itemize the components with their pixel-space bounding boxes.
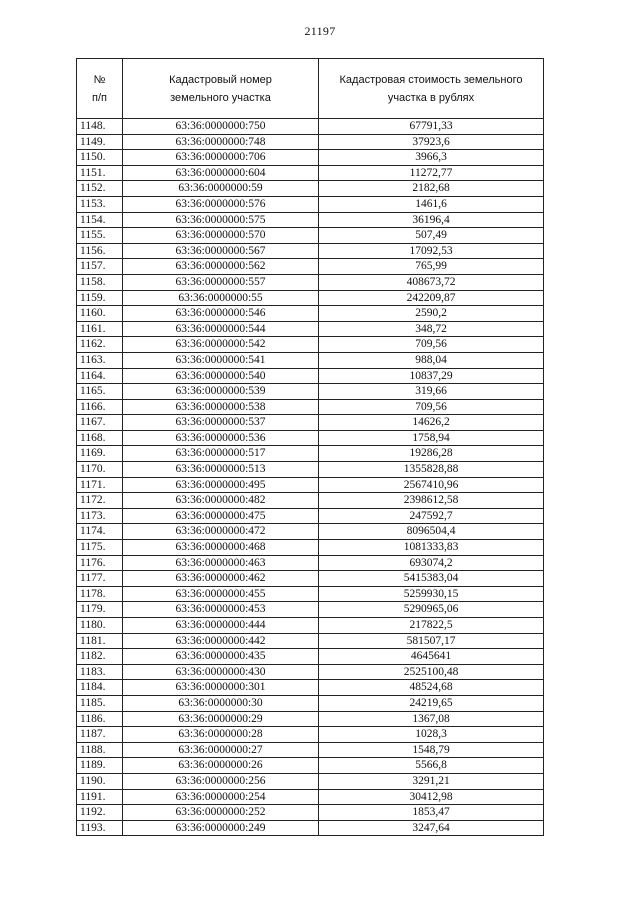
table-row <box>77 727 544 743</box>
row-number: 1155. <box>77 228 123 244</box>
row-number: 1176. <box>77 555 123 571</box>
cadastral-value: 1758,94 <box>319 430 544 446</box>
cadastral-value: 17092,53 <box>319 243 544 259</box>
cadastral-number: 63:36:0000000:513 <box>123 462 319 478</box>
table-row <box>77 664 544 680</box>
table-row <box>77 150 544 166</box>
table-row <box>77 290 544 306</box>
table-row <box>77 446 544 462</box>
cadastral-value: 5290965,06 <box>319 602 544 618</box>
cadastral-number: 63:36:0000000:453 <box>123 602 319 618</box>
header-row <box>77 59 544 119</box>
row-number: 1161. <box>77 321 123 337</box>
row-number: 1173. <box>77 508 123 524</box>
cadastral-value: 1853,47 <box>319 805 544 821</box>
cadastral-value: 1081333,83 <box>319 540 544 556</box>
row-number: 1192. <box>77 805 123 821</box>
row-number: 1167. <box>77 415 123 431</box>
header-cadastral-value-line-2: участка в рублях <box>387 91 475 104</box>
cadastral-table <box>76 58 544 836</box>
cadastral-value: 247592,7 <box>319 508 544 524</box>
cadastral-number: 63:36:0000000:604 <box>123 165 319 181</box>
cadastral-value: 2525100,48 <box>319 664 544 680</box>
cadastral-value: 709,56 <box>319 399 544 415</box>
cadastral-number: 63:36:0000000:29 <box>123 711 319 727</box>
cadastral-value: 1367,08 <box>319 711 544 727</box>
cadastral-number: 63:36:0000000:540 <box>123 368 319 384</box>
cadastral-value: 10837,29 <box>319 368 544 384</box>
row-number: 1190. <box>77 773 123 789</box>
row-number: 1156. <box>77 243 123 259</box>
row-number: 1148. <box>77 119 123 135</box>
cadastral-value: 2182,68 <box>319 181 544 197</box>
row-number: 1164. <box>77 368 123 384</box>
cadastral-value: 765,99 <box>319 259 544 275</box>
cadastral-number: 63:36:0000000:539 <box>123 384 319 400</box>
table-row <box>77 259 544 275</box>
cadastral-value: 693074,2 <box>319 555 544 571</box>
table-row <box>77 680 544 696</box>
cadastral-value: 48524,68 <box>319 680 544 696</box>
cadastral-value: 1028,3 <box>319 727 544 743</box>
row-number: 1168. <box>77 430 123 446</box>
row-number: 1182. <box>77 649 123 665</box>
cadastral-number: 63:36:0000000:537 <box>123 415 319 431</box>
table-row <box>77 368 544 384</box>
header-cadastral-number <box>123 59 319 119</box>
table-row <box>77 805 544 821</box>
table-row <box>77 618 544 634</box>
table-row <box>77 633 544 649</box>
cadastral-number: 63:36:0000000:570 <box>123 228 319 244</box>
table-row <box>77 384 544 400</box>
table-row <box>77 586 544 602</box>
cadastral-number: 63:36:0000000:475 <box>123 508 319 524</box>
table-row <box>77 477 544 493</box>
cadastral-number: 63:36:0000000:249 <box>123 820 319 836</box>
cadastral-number: 63:36:0000000:430 <box>123 664 319 680</box>
cadastral-value: 3291,21 <box>319 773 544 789</box>
cadastral-value: 348,72 <box>319 321 544 337</box>
row-number: 1160. <box>77 306 123 322</box>
row-number: 1179. <box>77 602 123 618</box>
table-header <box>77 59 544 119</box>
row-number: 1166. <box>77 399 123 415</box>
header-cadastral-value-line-1: Кадастровая стоимость земельного <box>339 73 523 86</box>
table-row <box>77 165 544 181</box>
cadastral-value: 19286,28 <box>319 446 544 462</box>
cadastral-value: 1548,79 <box>319 742 544 758</box>
cadastral-number: 63:36:0000000:252 <box>123 805 319 821</box>
row-number: 1177. <box>77 571 123 587</box>
row-number: 1170. <box>77 462 123 478</box>
cadastral-value: 3966,3 <box>319 150 544 166</box>
table-row <box>77 352 544 368</box>
cadastral-number: 63:36:0000000:562 <box>123 259 319 275</box>
row-number: 1189. <box>77 758 123 774</box>
table-row <box>77 789 544 805</box>
table-row <box>77 196 544 212</box>
row-number: 1149. <box>77 134 123 150</box>
table-row <box>77 181 544 197</box>
table-row <box>77 228 544 244</box>
row-number: 1158. <box>77 274 123 290</box>
cadastral-value: 37923,6 <box>319 134 544 150</box>
row-number: 1152. <box>77 181 123 197</box>
cadastral-value: 2398612,58 <box>319 493 544 509</box>
table-row <box>77 134 544 150</box>
table-row <box>77 540 544 556</box>
row-number: 1188. <box>77 742 123 758</box>
cadastral-number: 63:36:0000000:541 <box>123 352 319 368</box>
cadastral-number: 63:36:0000000:444 <box>123 618 319 634</box>
cadastral-number: 63:36:0000000:542 <box>123 337 319 353</box>
table-row <box>77 742 544 758</box>
row-number: 1193. <box>77 820 123 836</box>
cadastral-value: 5566,8 <box>319 758 544 774</box>
cadastral-number: 63:36:0000000:254 <box>123 789 319 805</box>
table-row <box>77 758 544 774</box>
row-number: 1186. <box>77 711 123 727</box>
cadastral-value: 5415383,04 <box>319 571 544 587</box>
cadastral-number: 63:36:0000000:26 <box>123 758 319 774</box>
cadastral-number: 63:36:0000000:30 <box>123 695 319 711</box>
cadastral-number: 63:36:0000000:517 <box>123 446 319 462</box>
table-row <box>77 321 544 337</box>
cadastral-value: 709,56 <box>319 337 544 353</box>
table-row <box>77 649 544 665</box>
row-number: 1175. <box>77 540 123 556</box>
cadastral-number: 63:36:0000000:557 <box>123 274 319 290</box>
table-row <box>77 243 544 259</box>
header-num-line-2: п/п <box>92 91 107 104</box>
cadastral-value: 581507,17 <box>319 633 544 649</box>
row-number: 1174. <box>77 524 123 540</box>
cadastral-number: 63:36:0000000:538 <box>123 399 319 415</box>
row-number: 1157. <box>77 259 123 275</box>
cadastral-value: 988,04 <box>319 352 544 368</box>
table-row <box>77 274 544 290</box>
row-number: 1169. <box>77 446 123 462</box>
cadastral-value: 36196,4 <box>319 212 544 228</box>
header-num-line-1: № <box>93 73 106 86</box>
cadastral-number: 63:36:0000000:435 <box>123 649 319 665</box>
cadastral-value: 2567410,96 <box>319 477 544 493</box>
cadastral-value: 24219,65 <box>319 695 544 711</box>
cadastral-number: 63:36:0000000:576 <box>123 196 319 212</box>
cadastral-value: 8096504,4 <box>319 524 544 540</box>
table-row <box>77 399 544 415</box>
cadastral-value: 319,66 <box>319 384 544 400</box>
cadastral-number: 63:36:0000000:28 <box>123 727 319 743</box>
cadastral-number: 63:36:0000000:455 <box>123 586 319 602</box>
row-number: 1153. <box>77 196 123 212</box>
cadastral-number: 63:36:0000000:463 <box>123 555 319 571</box>
cadastral-value: 14626,2 <box>319 415 544 431</box>
table-row <box>77 711 544 727</box>
cadastral-number: 63:36:0000000:495 <box>123 477 319 493</box>
table-row <box>77 508 544 524</box>
table-row <box>77 462 544 478</box>
row-number: 1184. <box>77 680 123 696</box>
row-number: 1181. <box>77 633 123 649</box>
cadastral-number: 63:36:0000000:55 <box>123 290 319 306</box>
row-number: 1183. <box>77 664 123 680</box>
table-row <box>77 555 544 571</box>
cadastral-number: 63:36:0000000:536 <box>123 430 319 446</box>
cadastral-value: 11272,77 <box>319 165 544 181</box>
row-number: 1159. <box>77 290 123 306</box>
table-row <box>77 337 544 353</box>
cadastral-value: 30412,98 <box>319 789 544 805</box>
cadastral-number: 63:36:0000000:575 <box>123 212 319 228</box>
header-cadastral-number-line-2: земельного участка <box>170 91 271 104</box>
cadastral-value: 2590,2 <box>319 306 544 322</box>
cadastral-number: 63:36:0000000:468 <box>123 540 319 556</box>
cadastral-value: 67791,33 <box>319 119 544 135</box>
cadastral-value: 3247,64 <box>319 820 544 836</box>
row-number: 1165. <box>77 384 123 400</box>
table-row <box>77 119 544 135</box>
cadastral-number: 63:36:0000000:544 <box>123 321 319 337</box>
header-num <box>77 59 123 119</box>
cadastral-value: 1461,6 <box>319 196 544 212</box>
cadastral-number: 63:36:0000000:750 <box>123 119 319 135</box>
row-number: 1154. <box>77 212 123 228</box>
cadastral-number: 63:36:0000000:256 <box>123 773 319 789</box>
row-number: 1178. <box>77 586 123 602</box>
cadastral-value: 507,49 <box>319 228 544 244</box>
table-row <box>77 415 544 431</box>
row-number: 1187. <box>77 727 123 743</box>
cadastral-value: 4645641 <box>319 649 544 665</box>
row-number: 1191. <box>77 789 123 805</box>
row-number: 1171. <box>77 477 123 493</box>
table-row <box>77 695 544 711</box>
table-row <box>77 306 544 322</box>
table-body <box>77 119 544 836</box>
cadastral-value: 1355828,88 <box>319 462 544 478</box>
cadastral-number: 63:36:0000000:546 <box>123 306 319 322</box>
cadastral-number: 63:36:0000000:472 <box>123 524 319 540</box>
row-number: 1151. <box>77 165 123 181</box>
cadastral-value: 408673,72 <box>319 274 544 290</box>
row-number: 1162. <box>77 337 123 353</box>
cadastral-number: 63:36:0000000:567 <box>123 243 319 259</box>
cadastral-number: 63:36:0000000:442 <box>123 633 319 649</box>
row-number: 1163. <box>77 352 123 368</box>
row-number: 1172. <box>77 493 123 509</box>
table-row <box>77 773 544 789</box>
header-cadastral-number-line-1: Кадастровый номер <box>169 73 272 86</box>
row-number: 1180. <box>77 618 123 634</box>
table-row <box>77 571 544 587</box>
page-number: 21197 <box>304 24 336 38</box>
cadastral-number: 63:36:0000000:59 <box>123 181 319 197</box>
table-row <box>77 493 544 509</box>
cadastral-number: 63:36:0000000:301 <box>123 680 319 696</box>
table-row <box>77 430 544 446</box>
cadastral-number: 63:36:0000000:748 <box>123 134 319 150</box>
cadastral-value: 217822,5 <box>319 618 544 634</box>
table-row <box>77 212 544 228</box>
table-row <box>77 820 544 836</box>
row-number: 1150. <box>77 150 123 166</box>
cadastral-value: 5259930,15 <box>319 586 544 602</box>
cadastral-number: 63:36:0000000:27 <box>123 742 319 758</box>
cadastral-number: 63:36:0000000:706 <box>123 150 319 166</box>
table-row <box>77 602 544 618</box>
row-number: 1185. <box>77 695 123 711</box>
table-row <box>77 524 544 540</box>
cadastral-number: 63:36:0000000:462 <box>123 571 319 587</box>
cadastral-value: 242209,87 <box>319 290 544 306</box>
header-cadastral-value <box>319 59 544 119</box>
cadastral-number: 63:36:0000000:482 <box>123 493 319 509</box>
